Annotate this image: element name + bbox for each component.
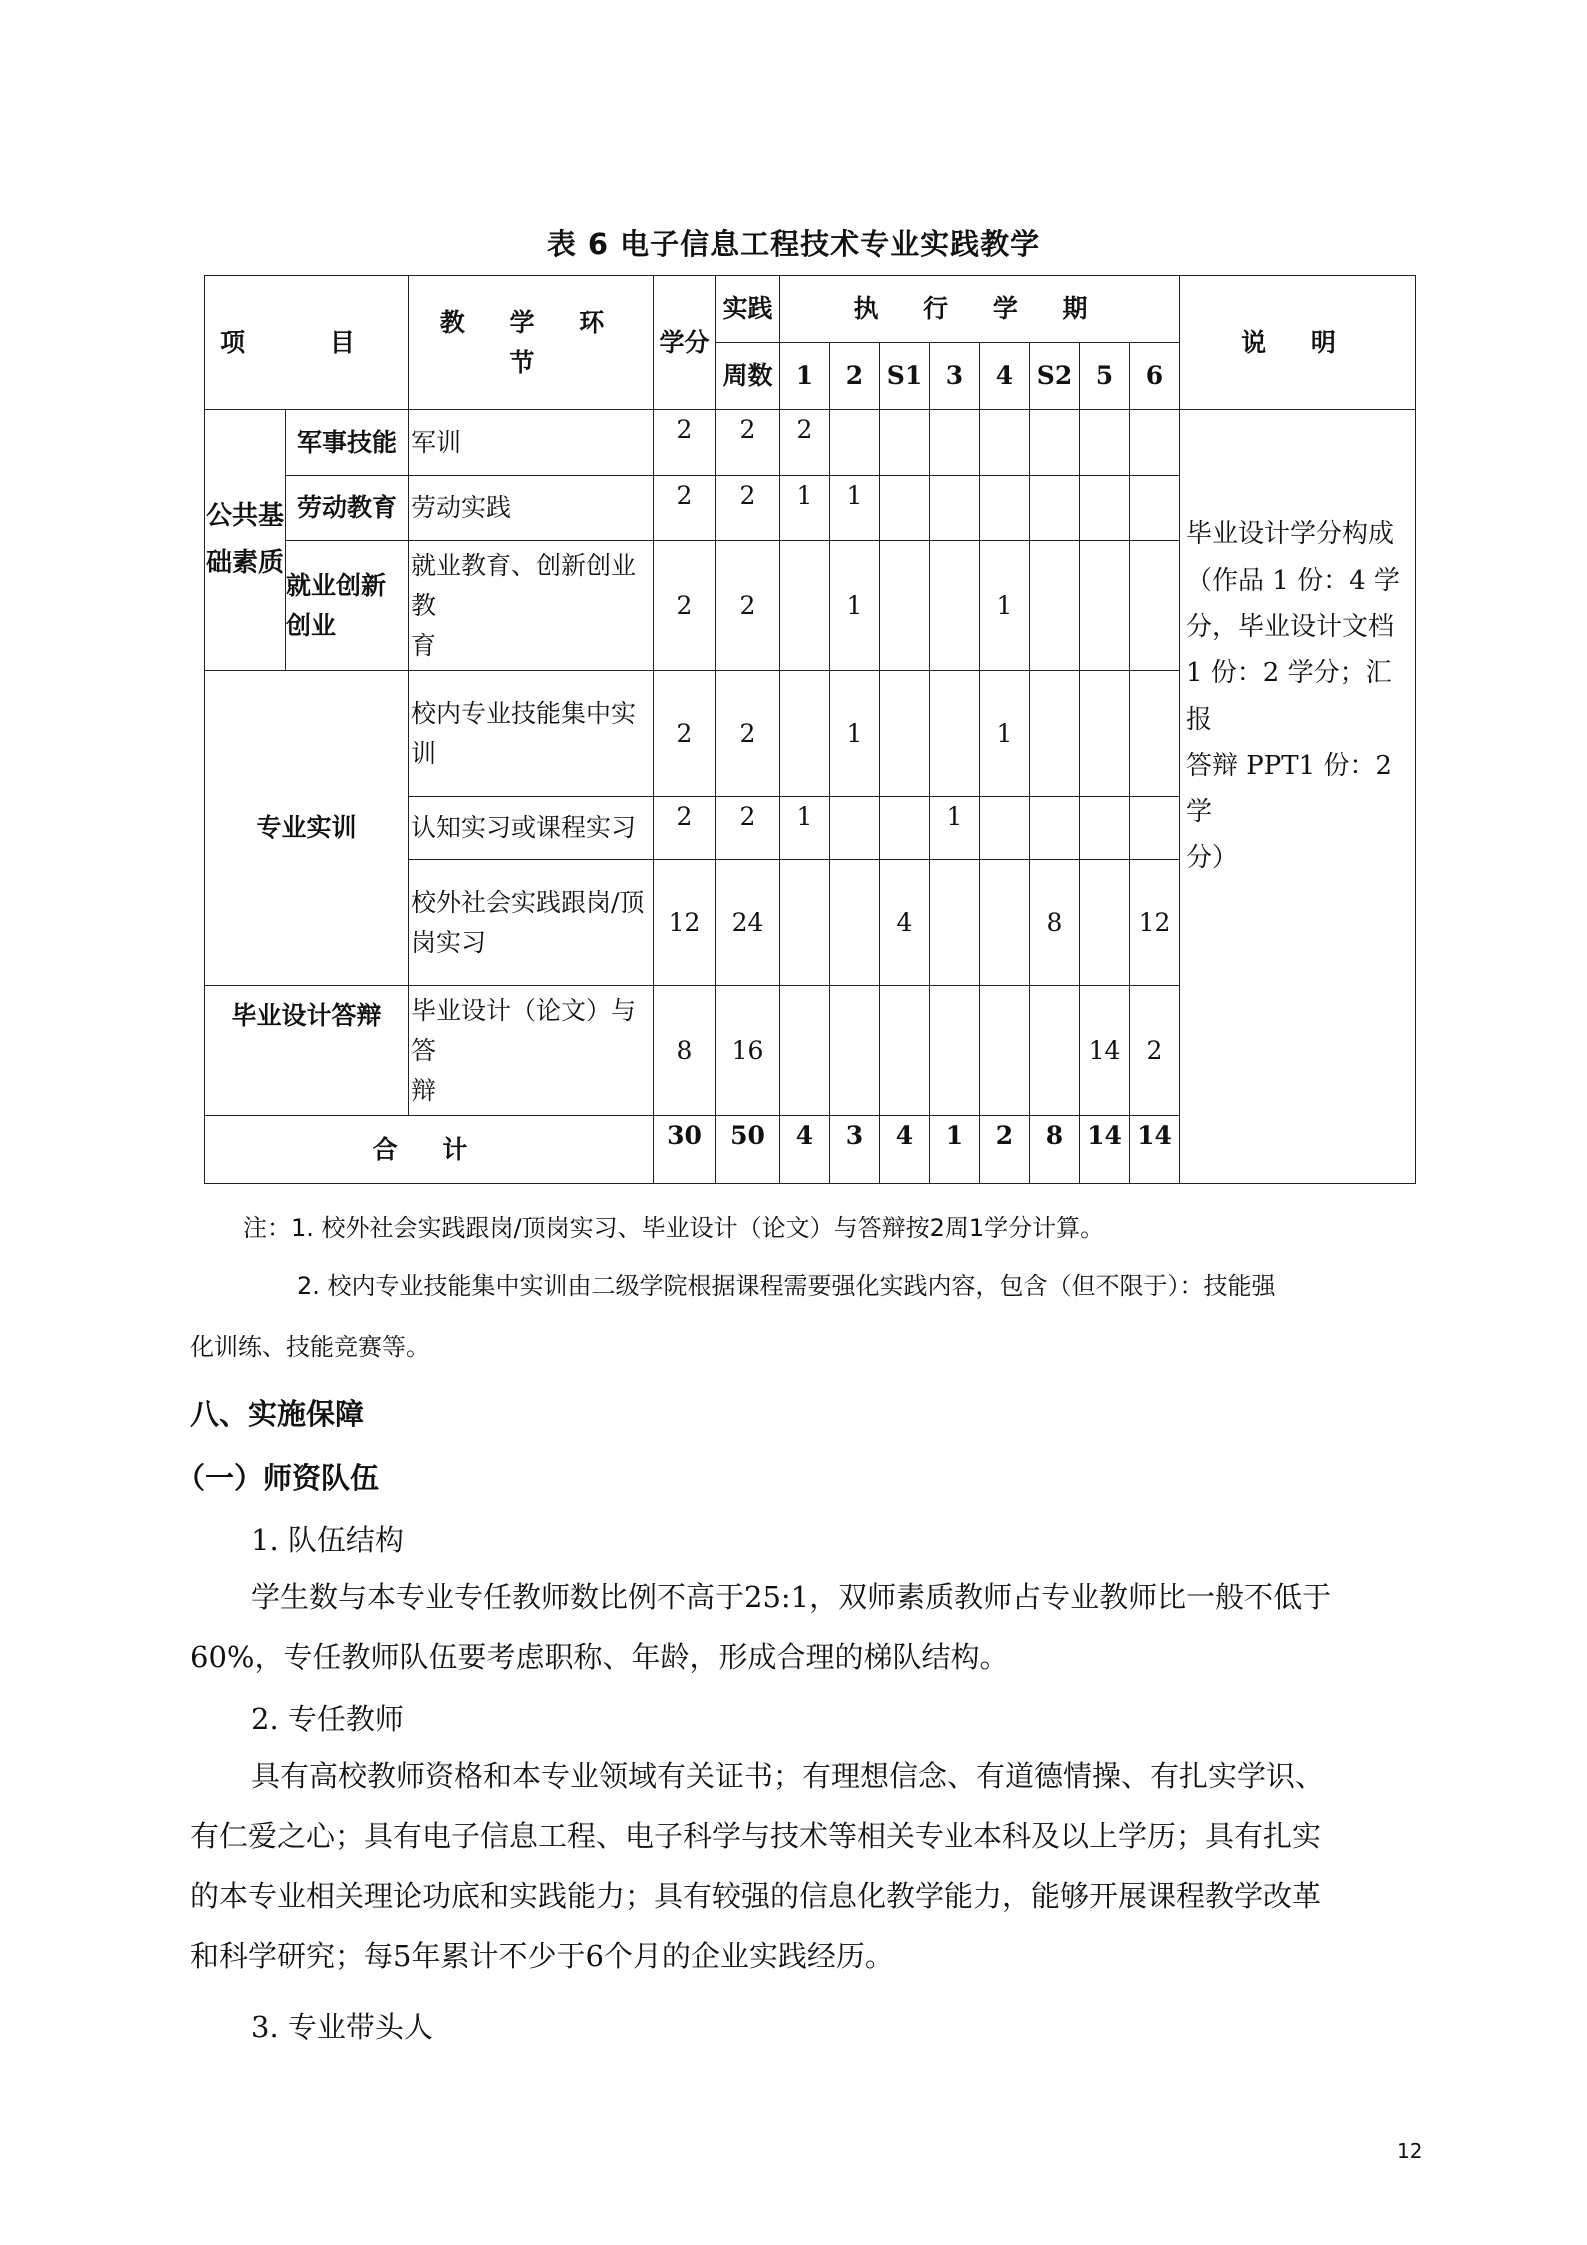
category-cell: 军事技能 xyxy=(286,410,409,476)
total-term: 4 xyxy=(880,1116,930,1184)
term-cell xyxy=(830,986,880,1116)
term-header: 6 xyxy=(1130,343,1180,410)
category-cell: 就业创新 创业 xyxy=(286,541,409,671)
group-major: 专业实训 xyxy=(205,671,409,986)
term-cell xyxy=(1030,541,1080,671)
credit-cell: 2 xyxy=(654,797,716,860)
total-label: 合 计 xyxy=(205,1116,654,1184)
term-cell: 1 xyxy=(830,541,880,671)
segment-cell: 就业教育、创新创业教 育 xyxy=(409,541,654,671)
term-cell: 1 xyxy=(830,476,880,541)
term-cell xyxy=(880,541,930,671)
term-cell xyxy=(980,860,1030,986)
item-heading-3: 3. 专业带头人 xyxy=(251,2010,433,2044)
term-cell xyxy=(880,476,930,541)
term-cell: 8 xyxy=(1030,860,1080,986)
term-cell xyxy=(1030,476,1080,541)
total-weeks: 50 xyxy=(716,1116,780,1184)
term-cell xyxy=(1080,541,1130,671)
table-title: 表 6 电子信息工程技术专业实践教学 xyxy=(546,227,1041,261)
group-grad: 毕业设计答辩 xyxy=(205,986,409,1116)
practice-teaching-table xyxy=(204,275,1416,1184)
term-cell xyxy=(980,476,1030,541)
term-header: 1 xyxy=(780,343,830,410)
segment-cell: 劳动实践 xyxy=(409,476,654,541)
header-weeks-bottom: 周数 xyxy=(716,343,780,410)
term-cell xyxy=(930,476,980,541)
weeks-cell: 2 xyxy=(716,410,780,476)
credit-cell: 8 xyxy=(654,986,716,1116)
credit-cell: 2 xyxy=(654,476,716,541)
weeks-cell: 2 xyxy=(716,476,780,541)
credit-cell: 2 xyxy=(654,410,716,476)
term-cell xyxy=(1130,541,1180,671)
weeks-cell: 2 xyxy=(716,541,780,671)
term-cell xyxy=(980,410,1030,476)
header-description: 说 明 xyxy=(1180,276,1416,410)
term-cell xyxy=(780,671,830,797)
term-cell xyxy=(880,671,930,797)
total-term: 14 xyxy=(1080,1116,1130,1184)
term-cell xyxy=(1080,797,1130,860)
term-cell xyxy=(1080,476,1130,541)
term-cell: 2 xyxy=(780,410,830,476)
description-cell: 毕业设计学分构成 （作品 1 份：4 学 分，毕业设计文档 1 份：2 学分；汇报 答辩 PPT1 份：2 学 分） xyxy=(1180,410,1416,1184)
subsection-heading: （一）师资队伍 xyxy=(176,1461,380,1495)
term-cell xyxy=(1080,860,1130,986)
term-cell xyxy=(930,410,980,476)
term-cell: 12 xyxy=(1130,860,1180,986)
weeks-cell: 16 xyxy=(716,986,780,1116)
term-cell xyxy=(1130,671,1180,797)
term-header: 5 xyxy=(1080,343,1130,410)
term-cell xyxy=(780,860,830,986)
term-header: S1 xyxy=(880,343,930,410)
total-term: 2 xyxy=(980,1116,1030,1184)
term-header: 2 xyxy=(830,343,880,410)
segment-cell: 校外社会实践跟岗/顶 岗实习 xyxy=(409,860,654,986)
term-cell xyxy=(880,986,930,1116)
total-term: 1 xyxy=(930,1116,980,1184)
term-cell xyxy=(780,986,830,1116)
term-cell xyxy=(980,986,1030,1116)
term-cell xyxy=(880,797,930,860)
term-cell xyxy=(1080,671,1130,797)
item-heading-1: 1. 队伍结构 xyxy=(251,1523,404,1557)
header-segment: 教 学 环 节 xyxy=(409,276,654,410)
term-cell xyxy=(830,860,880,986)
weeks-cell: 24 xyxy=(716,860,780,986)
segment-cell: 校内专业技能集中实 训 xyxy=(409,671,654,797)
term-cell: 14 xyxy=(1080,986,1130,1116)
weeks-cell: 2 xyxy=(716,671,780,797)
term-cell xyxy=(1130,410,1180,476)
total-term: 8 xyxy=(1030,1116,1080,1184)
weeks-cell: 2 xyxy=(716,797,780,860)
section-heading-8: 八、实施保障 xyxy=(190,1397,365,1431)
credit-cell: 12 xyxy=(654,860,716,986)
term-cell xyxy=(930,986,980,1116)
term-cell: 2 xyxy=(1130,986,1180,1116)
segment-cell: 毕业设计（论文）与答 辩 xyxy=(409,986,654,1116)
term-cell xyxy=(930,671,980,797)
term-cell xyxy=(930,860,980,986)
term-cell xyxy=(930,541,980,671)
term-cell: 1 xyxy=(930,797,980,860)
group-public: 公共基 础素质 xyxy=(205,410,286,671)
page-number: 12 xyxy=(1397,2139,1423,2163)
term-cell xyxy=(1130,476,1180,541)
paragraph-team-structure: 学生数与本专业专任教师数比例不高于25:1，双师素质教师占专业教师比一般不低于 60%，专任教师队伍要考虑职称、年龄，形成合理的梯队结构。 xyxy=(190,1580,1332,1674)
term-cell: 1 xyxy=(980,671,1030,797)
total-credit: 30 xyxy=(654,1116,716,1184)
header-weeks-top: 实践 xyxy=(716,276,780,343)
total-term: 4 xyxy=(780,1116,830,1184)
term-cell: 4 xyxy=(880,860,930,986)
total-term: 3 xyxy=(830,1116,880,1184)
term-header: 4 xyxy=(980,343,1030,410)
term-header: S2 xyxy=(1030,343,1080,410)
item-heading-2: 2. 专任教师 xyxy=(251,1702,404,1736)
segment-cell: 军训 xyxy=(409,410,654,476)
term-cell: 1 xyxy=(830,671,880,797)
term-cell xyxy=(1030,986,1080,1116)
category-cell: 劳动教育 xyxy=(286,476,409,541)
paragraph-full-time-teachers: 具有高校教师资格和本专业领域有关证书；有理想信念、有道德情操、有扎实学识、 有仁爱之心；具有电子信息工程、电子科学与技术等相关专业本科及以上学历；具有扎实 的本专业相关理论功底和实践能力；具有较强的信息化教学能力，能够开展课程教学改革 和科学研究；每5年累计不少于6个月的企业实践经历。 xyxy=(190,1759,1325,1973)
term-cell: 1 xyxy=(780,797,830,860)
term-cell xyxy=(1030,671,1080,797)
term-header: 3 xyxy=(930,343,980,410)
header-terms-group: 执 行 学 期 xyxy=(780,276,1180,343)
term-cell xyxy=(980,797,1030,860)
term-cell xyxy=(830,797,880,860)
table-row xyxy=(205,410,1416,476)
total-term: 14 xyxy=(1130,1116,1180,1184)
table-note-2: 2. 校内专业技能集中实训由二级学院根据课程需要强化实践内容，包含（但不限于）：技能强 化训练、技能竞赛等。 xyxy=(190,1272,1276,1361)
header-credit: 学分 xyxy=(654,276,716,410)
term-cell: 1 xyxy=(980,541,1030,671)
term-cell xyxy=(1130,797,1180,860)
term-cell xyxy=(780,541,830,671)
term-cell: 1 xyxy=(780,476,830,541)
term-cell xyxy=(830,410,880,476)
credit-cell: 2 xyxy=(654,541,716,671)
credit-cell: 2 xyxy=(654,671,716,797)
table-note-1: 注：1. 校外社会实践跟岗/顶岗实习、毕业设计（论文）与答辩按2周1学分计算。 xyxy=(243,1214,1105,1242)
term-cell xyxy=(1030,410,1080,476)
header-item: 项 目 xyxy=(205,276,409,410)
term-cell xyxy=(880,410,930,476)
term-cell xyxy=(1080,410,1130,476)
term-cell xyxy=(1030,797,1080,860)
segment-cell: 认知实习或课程实习 xyxy=(409,797,654,860)
